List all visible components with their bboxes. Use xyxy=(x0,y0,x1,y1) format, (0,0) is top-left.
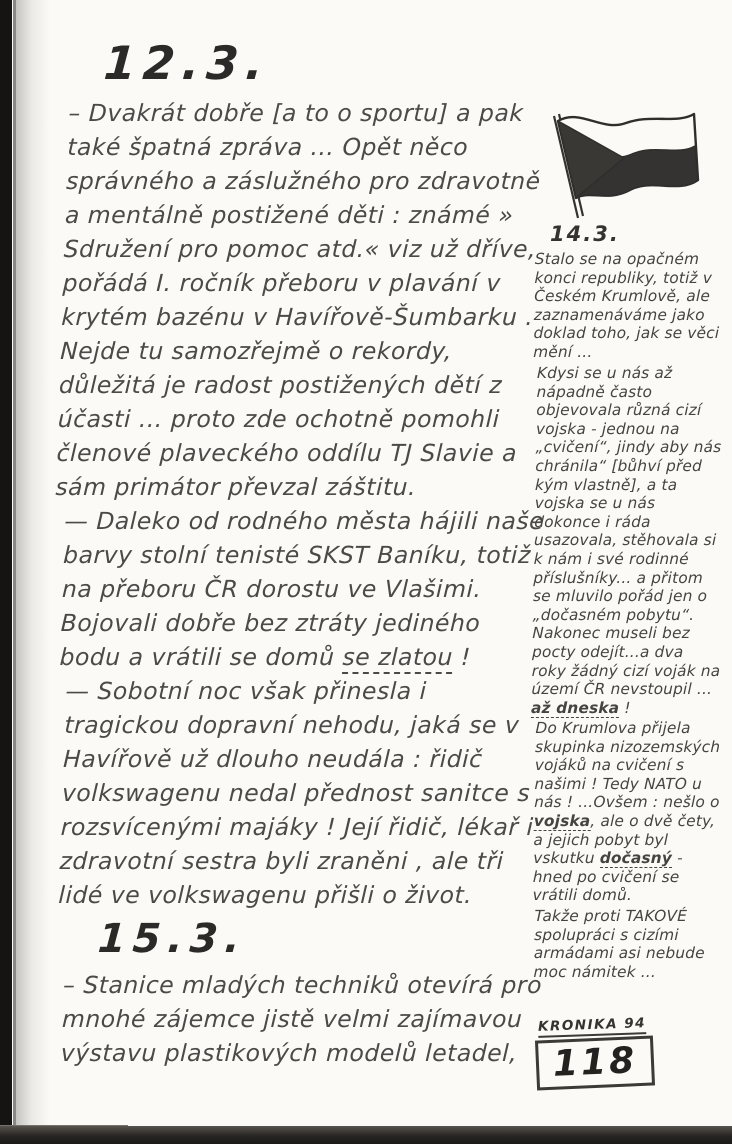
footer-block xyxy=(534,983,724,1088)
underlined-text-docasny: dočasný xyxy=(599,849,673,867)
entry-paragraph-table-tennis xyxy=(59,504,545,674)
entry-date-heading-12-3: 12.3. xyxy=(102,36,272,90)
kronika-label: KRONIKA 94 xyxy=(538,1015,647,1038)
side-paragraph-krumlov-intro: Stalo se na opačném konci republiky, totiž v Českém Krumlově, ale zaznamenáváme jako doklad toho, jak se věci mění ... xyxy=(533,250,720,361)
entry-date-heading-15-3: 15.3. xyxy=(96,916,249,962)
side-text: , ale o dvě čety, a jejich pobyt byl vskutku xyxy=(533,811,716,867)
side-paragraph-foreign-armies xyxy=(531,364,727,717)
scan-bottom-edge xyxy=(0,1126,732,1144)
main-text-column xyxy=(54,36,545,1070)
entry-paragraph-exhibition: – Stanice mladých techniků otevírá pro mnohé zájemce jistě velmi zajímavou výstavu plastikových modelů letadel, xyxy=(60,971,543,1067)
side-paragraph-conclusion: Takže proti TAKOVÉ spolupráci s cizími armádami asi nebude moc námitek ... xyxy=(533,906,705,981)
book-spine-crease xyxy=(13,0,16,1130)
side-text: Kdysi se u nás až nápadně často objevovala různá cizí vojska - jednou na „cvičení“, jindy aby nás chránila“ [bůhví před kým vlastně], a ta vojska se u nás dokonce i ráda usazovala, stěhovala si k nám i své rodinné příslušníky... a přitom se mluvilo pořád jen o „dočasném pobytu“. Nakonec museli bez pocty odejít...a dva roky žádný cizí voják na území ČR nevstoupil ... xyxy=(531,363,722,698)
book-spine-gradient xyxy=(16,0,50,1130)
entry-text: ! xyxy=(452,643,472,671)
entry-paragraph-sport: – Dvakrát dobře [a to o sportu] a pak také špatná zpráva ... Opět něco správného a záslužného pro zdravotně a mentálně postižené děti : známé » Sdružení pro pomoc atd.« viz už dříve, pořádá I. ročník přeboru v plavání v krytém bazénu v Havířově-Šumbarku . Nejde tu samozřejmě o rekordy, důležitá je radost postižených dětí z účasti ... proto zde ochotně pomohli členové plaveckého oddílu TJ Slavie a sám primátor převzal záštitu. xyxy=(54,99,542,501)
entry-text: — Daleko od rodného města hájili naše barvy stolní tenisté SKST Baníku, totiž na přeboru ČR dorostu ve Vlašimi. Bojovali dobře bez ztráty jediného bodu a vrátili se domů xyxy=(59,507,545,671)
entry-paragraph-accident: — Sobotní noc však přinesla i tragickou dopravní nehodu, jaká se v Havířově už dlouho neudála : řidič volkswagenu nedal přednost sanitce s rozsvícenými majáky ! Její řidič, lékař i zdravotní sestra byli zraněni , ale tři lidé ve volkswagenu přišli o život. xyxy=(57,677,535,909)
czech-flag-icon xyxy=(540,104,712,222)
underlined-text-se-zlatou: se zlatou xyxy=(342,643,454,674)
side-text: ! xyxy=(619,698,631,717)
side-text-column xyxy=(530,104,724,1088)
side-text: Do Krumlova přijela skupinka nizozemských vojáků na cvičení s našimi ! Tedy NATO u nás ! ...Ovšem : nešlo o xyxy=(534,718,721,812)
page-number: 118 xyxy=(552,1040,638,1085)
side-paragraph-nato xyxy=(532,719,725,905)
side-text: - hned po cvičení se vrátili domů. xyxy=(532,849,683,905)
czech-flag-drawing xyxy=(540,104,724,222)
underlined-text-vojska: vojska xyxy=(533,811,591,830)
page-number-box xyxy=(535,1036,655,1091)
book-spine-edge xyxy=(0,0,12,1144)
underlined-text-az-dneska: až dneska xyxy=(530,698,620,717)
side-date-heading-14-3: 14.3. xyxy=(550,222,620,246)
